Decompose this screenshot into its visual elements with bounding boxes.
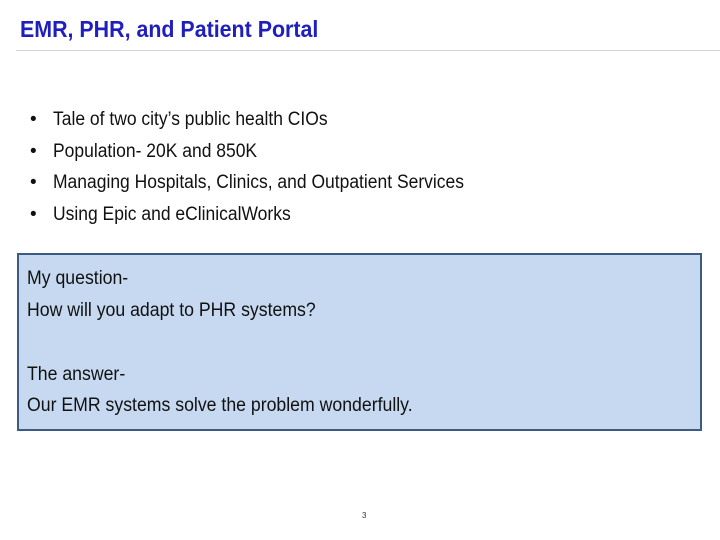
bullet-text: Using Epic and eClinicalWorks [53, 203, 291, 225]
title-divider [16, 50, 720, 51]
question-text: How will you adapt to PHR systems? [27, 300, 316, 321]
bullet-text: Tale of two city’s public health CIOs [53, 109, 328, 130]
question-label: My question- [27, 268, 129, 289]
bullet-dot-icon: • [30, 203, 37, 225]
bullet-dot-icon: • [30, 140, 37, 162]
question-answer-box [17, 253, 702, 431]
slide-title: EMR, PHR, and Patient Portal [20, 16, 319, 42]
page-number: 3 [362, 511, 367, 520]
answer-label: The answer- [27, 364, 126, 385]
bullet-dot-icon: • [30, 172, 37, 193]
bullet-text: Managing Hospitals, Clinics, and Outpatient Services [53, 172, 464, 193]
answer-text: Our EMR systems solve the problem wonderfully. [27, 395, 413, 416]
bullet-dot-icon: • [30, 109, 37, 130]
bullet-text: Population- 20K and 850K [53, 140, 258, 162]
